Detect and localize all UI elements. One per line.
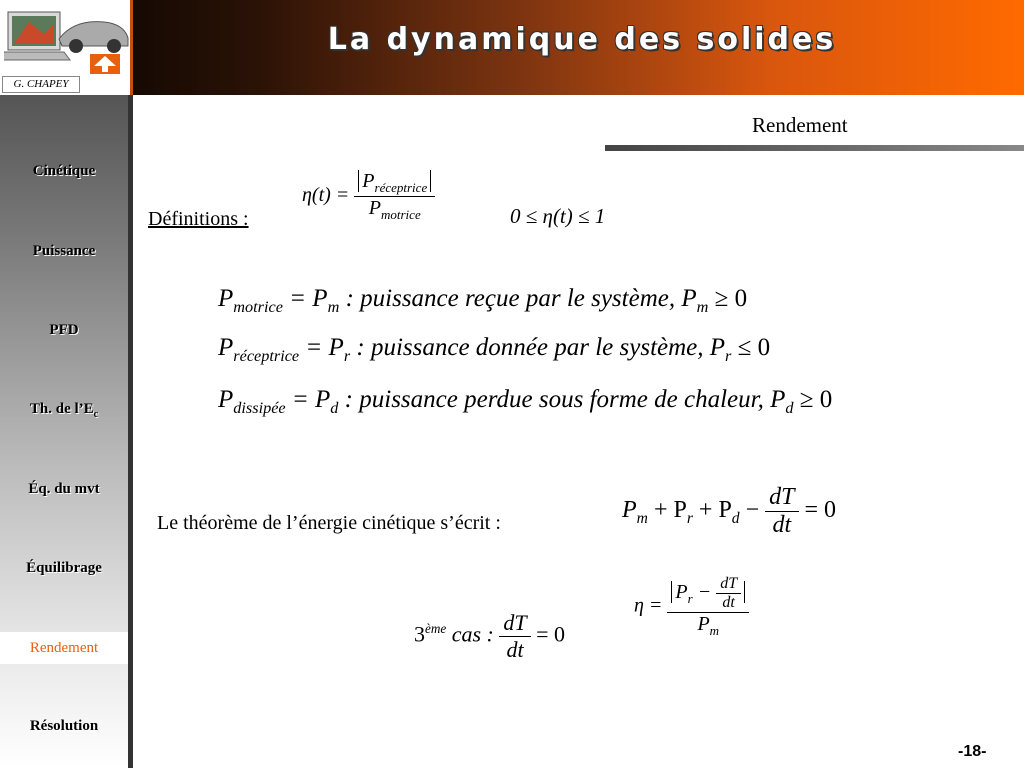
fraction-numerator: dT <box>765 484 798 512</box>
formula-part: : puissance donnée par le système, P <box>350 334 726 361</box>
formula-sub: r <box>686 509 693 527</box>
formula-part: cas : <box>446 621 494 647</box>
third-case-formula <box>414 610 565 663</box>
eta-symbol: η(t) = <box>302 184 350 207</box>
formula-sub: r <box>725 347 732 365</box>
formula-part: P <box>218 285 234 312</box>
formula-part: P <box>622 497 637 524</box>
slide-header <box>0 0 1024 95</box>
sidebar-item-cinetique[interactable] <box>0 163 128 180</box>
sidebar-item-equation-mvt[interactable] <box>0 481 128 498</box>
formula-part: : puissance reçue par le système, P <box>339 285 697 312</box>
formula-sub: d <box>330 399 339 417</box>
formula-part: = 0 <box>530 621 566 647</box>
page-number: -18- <box>958 743 987 760</box>
formula-part: P <box>697 613 710 635</box>
formula-part: = P <box>305 334 344 361</box>
motrice-definition <box>218 285 747 317</box>
theorem-label: Le théorème de l’énergie cinétique s’écrit : <box>157 512 501 534</box>
formula-sub: d <box>731 509 740 527</box>
fraction-numerator: dT <box>716 575 741 594</box>
definitions-label: Définitions : <box>148 208 249 230</box>
numerator-p: P <box>362 170 375 192</box>
formula-sup: ème <box>425 621 447 637</box>
sidebar-item-puissance[interactable] <box>0 243 128 260</box>
efficiency-fraction: $P_r$ − $\frac{dT}{dt}$ $P_m$ <box>667 575 749 639</box>
sidebar-item-label: Puissance <box>32 243 96 259</box>
sidebar-item-label: Rendement <box>29 640 99 656</box>
formula-part: : puissance perdue sous forme de chaleur, P <box>338 386 786 413</box>
sidebar-item-subscript: c <box>93 409 99 420</box>
author-name: G. CHAPEY <box>2 76 80 93</box>
formula-sub: m <box>709 623 720 638</box>
main-title: La dynamique des solides <box>327 22 837 57</box>
formula-sub: r <box>343 347 351 365</box>
formula-sub: m <box>636 509 648 527</box>
sidebar-item-label: PFD <box>49 322 79 338</box>
sidebar-item-pfd[interactable] <box>0 322 128 339</box>
formula-part: ≤ 0 <box>731 334 771 361</box>
eta-definition-formula <box>302 170 435 223</box>
formula-part: 3 <box>414 621 425 647</box>
sidebar-item-label: Cinétique <box>32 163 96 179</box>
denominator-sub: motrice <box>381 207 421 222</box>
fraction-numerator: dT <box>499 610 530 637</box>
formula-sub: dissipée <box>233 399 286 417</box>
denominator-p: P <box>368 197 381 219</box>
eta-bound-formula: 0 ≤ η(t) ≤ 1 <box>510 204 606 228</box>
formula-sub: motrice <box>233 298 283 316</box>
slide-subtitle: Rendement <box>752 113 848 137</box>
dT-dt-fraction <box>765 484 798 539</box>
theorem-formula <box>622 484 836 539</box>
formula-part: = P <box>291 386 331 413</box>
eta-fraction <box>354 170 435 223</box>
case-fraction <box>499 610 530 663</box>
fraction-denominator: dt <box>722 594 735 611</box>
car-and-computer-logo-icon <box>4 4 129 74</box>
sidebar-item-label: Résolution <box>29 718 99 734</box>
sidebar-item-equilibrage[interactable] <box>0 560 128 577</box>
formula-part: P <box>218 334 234 361</box>
sidebar-item-resolution[interactable] <box>0 718 128 735</box>
formula-sub: d <box>785 399 794 417</box>
sidebar-item-theoreme-ec[interactable] <box>0 401 128 420</box>
formula-part: − <box>739 497 766 524</box>
formula-sub: réceptrice <box>233 347 300 365</box>
sidebar <box>0 95 133 768</box>
formula-sub: r <box>687 591 693 607</box>
formula-sub: m <box>327 298 340 316</box>
sidebar-item-label: Th. de l’E <box>29 401 94 417</box>
formula-part: P <box>218 386 234 413</box>
formula-sub: m <box>696 298 709 316</box>
sidebar-item-label: Équilibrage <box>26 560 102 576</box>
third-case-efficiency-formula <box>634 575 749 639</box>
fraction-denominator: dt <box>772 512 792 538</box>
logo <box>0 0 133 95</box>
formula-part: P <box>675 581 688 604</box>
receptrice-definition <box>218 334 770 366</box>
sidebar-item-rendement[interactable] <box>0 632 128 664</box>
dissipee-definition <box>218 386 832 418</box>
formula-part: + P <box>692 497 732 524</box>
subtitle-divider <box>605 145 1024 151</box>
fraction-denominator: dt <box>506 637 524 662</box>
formula-part: = P <box>289 285 328 312</box>
sidebar-item-label: Éq. du mvt <box>28 481 100 497</box>
formula-part: + P <box>647 497 687 524</box>
eta-symbol: η = <box>634 594 663 617</box>
numerator-sub: réceptrice <box>374 180 428 195</box>
formula-part: ≥ 0 <box>793 386 833 413</box>
formula-part: ≥ 0 <box>708 285 748 312</box>
formula-part: = 0 <box>798 497 837 524</box>
